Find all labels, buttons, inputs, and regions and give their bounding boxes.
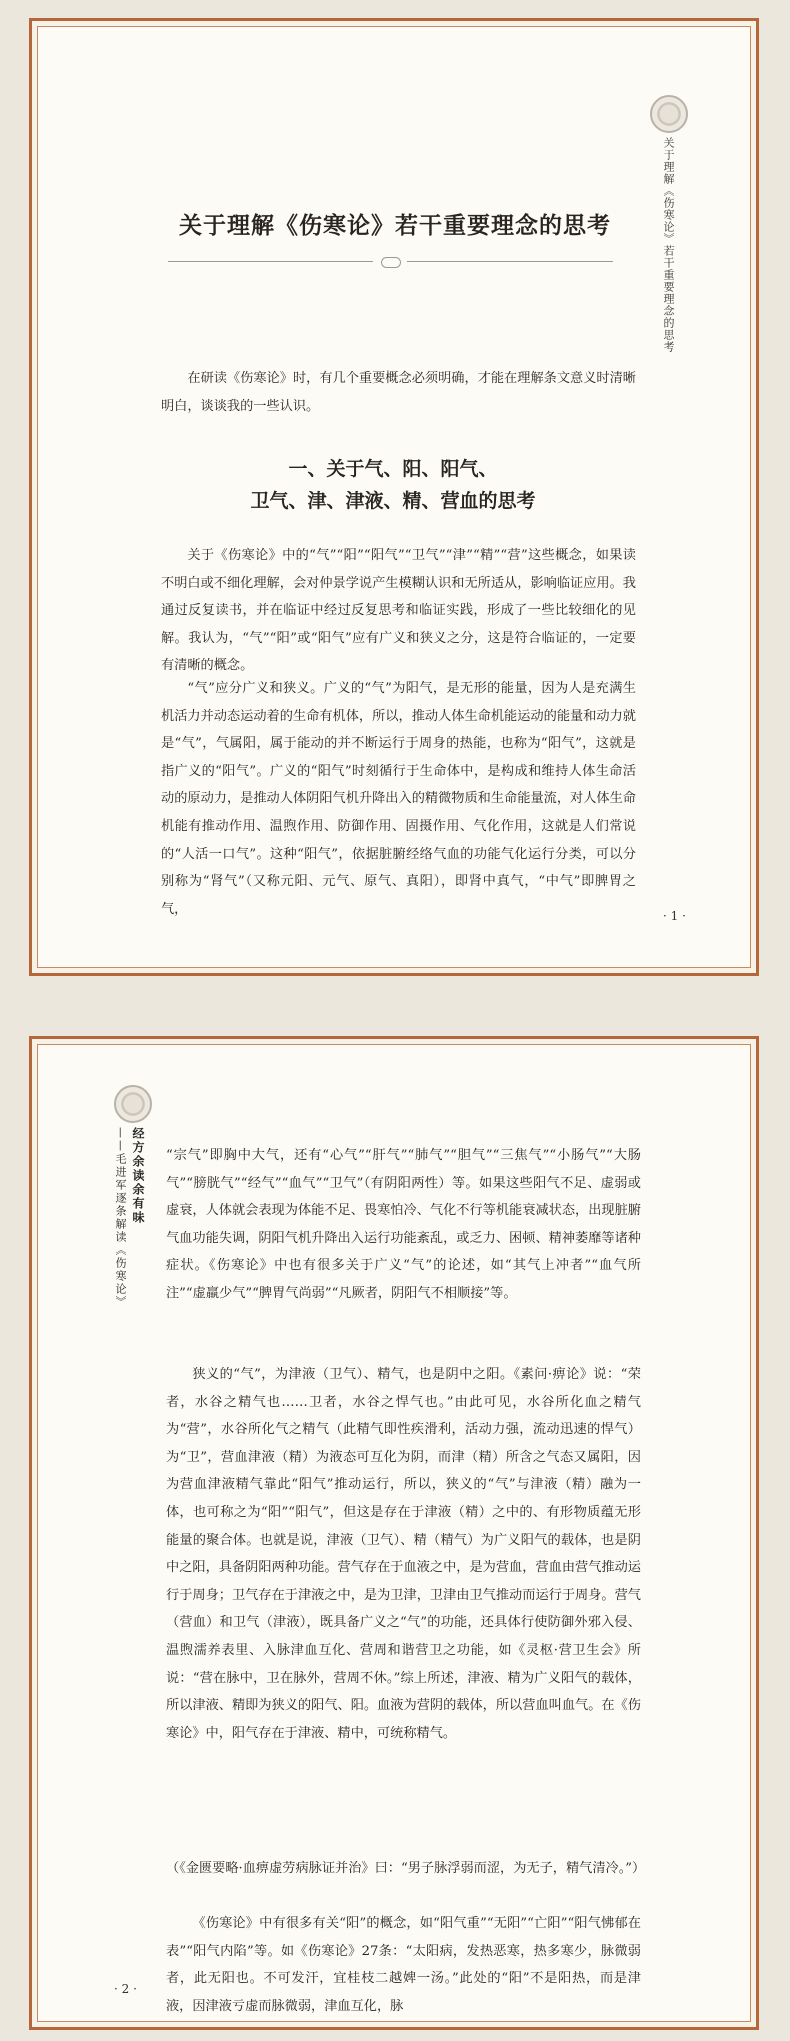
title-divider — [168, 257, 613, 267]
section-title — [143, 453, 643, 517]
intro-paragraph: 在研读《伤寒论》时，有几个重要概念必须明确，才能在理解条文意义时清晰明白，谈谈我的一些认识。 — [161, 371, 636, 414]
emblem-icon — [650, 95, 688, 133]
running-title: 关于理解《伤寒论》若干重要理念的思考 — [662, 137, 675, 353]
page-one — [29, 18, 759, 976]
chapter-title: 关于理解《伤寒论》若干重要理念的思考 — [179, 212, 611, 239]
emblem-icon — [114, 1085, 152, 1123]
body-paragraph: “宗气”即胸中大气，还有“心气”“肝气”“肺气”“胆气”“三焦气”“小肠气”“大肠气”“膀胱气”“经气”“血气”“卫气”（有阴阳两性）等。如果这些阳气不足、虚弱或虚衰，人体就会表现为体能不足、畏寒怕冷、气化不行等机能衰减状态，出现脏腑气血功能失调，阴阳气机升降出入运行功能紊乱，或乏力、困顿、精神萎靡等诸种症状。《伤寒论》中也有很多关于广义“气”的论述，如“其气上冲者”“血气所注”“虚羸少气”“脾胃气尚弱”“凡厥者，阴阳气不相顺接”等。 — [166, 1148, 641, 1301]
page-two-inner-frame — [37, 1044, 751, 2022]
section-title-line-1: 一、关于气、阳、阳气、 — [288, 458, 498, 480]
page-number: · 1 · — [663, 909, 686, 923]
book-subtitle: ——毛进军逐条解读《伤寒论》 — [114, 1127, 127, 1309]
book-title: 经方余读余有味 — [131, 1127, 145, 1225]
body-paragraph: “气”应分广义和狭义。广义的“气”为阳气，是无形的能量，因为人是充满生机活力并动态运动着的生命有机体，所以，推动人体生命机能运动的能量和动力就是“气”，气属阳，属于能动的并不断运行于周身的热能，也称为“阳气”，这就是指广义的“阳气”。广义的“阳气”时刻循行于生命体中，是构成和维持人体生命活动的原动力，是推动人体阴阳气机升降出入的精微物质和生命能量流，对人体生命机能有推动作用、温煦作用、防御作用、固摄作用、气化作用，这就是人们常说的“人活一口气”。这种“阳气”，依据脏腑经络气血的功能气化运行分类，可以分别称为“肾气”（又称元阳、元气、原气、真阳），即肾中真气，“中气”即脾胃之气， — [161, 681, 636, 917]
page-two — [29, 1036, 759, 2030]
page-one-inner-frame — [37, 26, 751, 968]
body-paragraph: 关于《伤寒论》中的“气”“阳”“阳气”“卫气”“津”“精”“营”这些概念，如果读不明白或不细化理解，会对仲景学说产生模糊认识和无所适从，影响临证应用。我通过反复读书，并在临证中经过反复思考和临证实践，形成了一些比较细化的见解。我认为，“气”“阳”或“阳气”应有广义和狭义之分，这是符合临证的，一定要有清晰的概念。 — [161, 548, 636, 674]
body-paragraph: 狭义的“气”，为津液（卫气）、精气，也是阴中之阳。《素问·痹论》说：“荣者，水谷之精气也……卫者，水谷之悍气也。”由此可见，水谷所化血之精气为“营”，水谷所化气之精气（此精气即性疾滑利，活动力强，流动迅速的悍气）为“卫”，营血津液（精）为液态可互化为阴，而津（精）所含之气态又属阳，因为营血津液精气靠此“阳气”推动运行，所以，狭义的“气”与津液（精）融为一体，也可称之为“阳”“阳气”，但这是存在于津液（精）之中的、有形物质蕴无形能量的聚合体。也就是说，津液（卫气）、精（精气）为广义阳气的载体，也是阴中之阳，具备阴阳两种功能。营气存在于血液之中，是为营血，营血由营气推动运行于周身；卫气存在于津液之中，是为卫津，卫津由卫气推动而运行于周身。营气（营血）和卫气（津液），既具备广义之“气”的功能，还具体行使防御外邪入侵、温煦濡养表里、入脉津血互化、营周和谐营卫之功能，如《灵枢·营卫生会》所说：“营在脉中，卫在脉外，营周不休。”综上所述，津液、精为广义阳气的载体，所以津液、精即为狭义的阳气、阳。血液为营阴的载体，所以营血叫血气。在《伤寒论》中，阳气存在于津液、精中，可统称精气。 — [166, 1367, 641, 1741]
section-title-line-2: 卫气、津、津液、精、营血的思考 — [250, 490, 536, 512]
body-paragraph: （《金匮要略·血痹虚劳病脉证并治》曰：“男子脉浮弱而涩，为无子，精气清冷。”） — [166, 1861, 646, 1876]
page-number: · 2 · — [114, 1982, 137, 1996]
body-paragraph: 《伤寒论》中有很多有关“阳”的概念，如“阳气重”“无阳”“亡阳”“阳气怫郁在表”“阳气内陷”等。如《伤寒论》27条：“太阳病，发热恶寒，热多寒少，脉微弱者，此无阳也。不可发汗，宜桂枝二越婢一汤。”此处的“阳”不是阳热，而是津液，因津液亏虚而脉微弱，津血互化，脉 — [166, 1916, 641, 2014]
